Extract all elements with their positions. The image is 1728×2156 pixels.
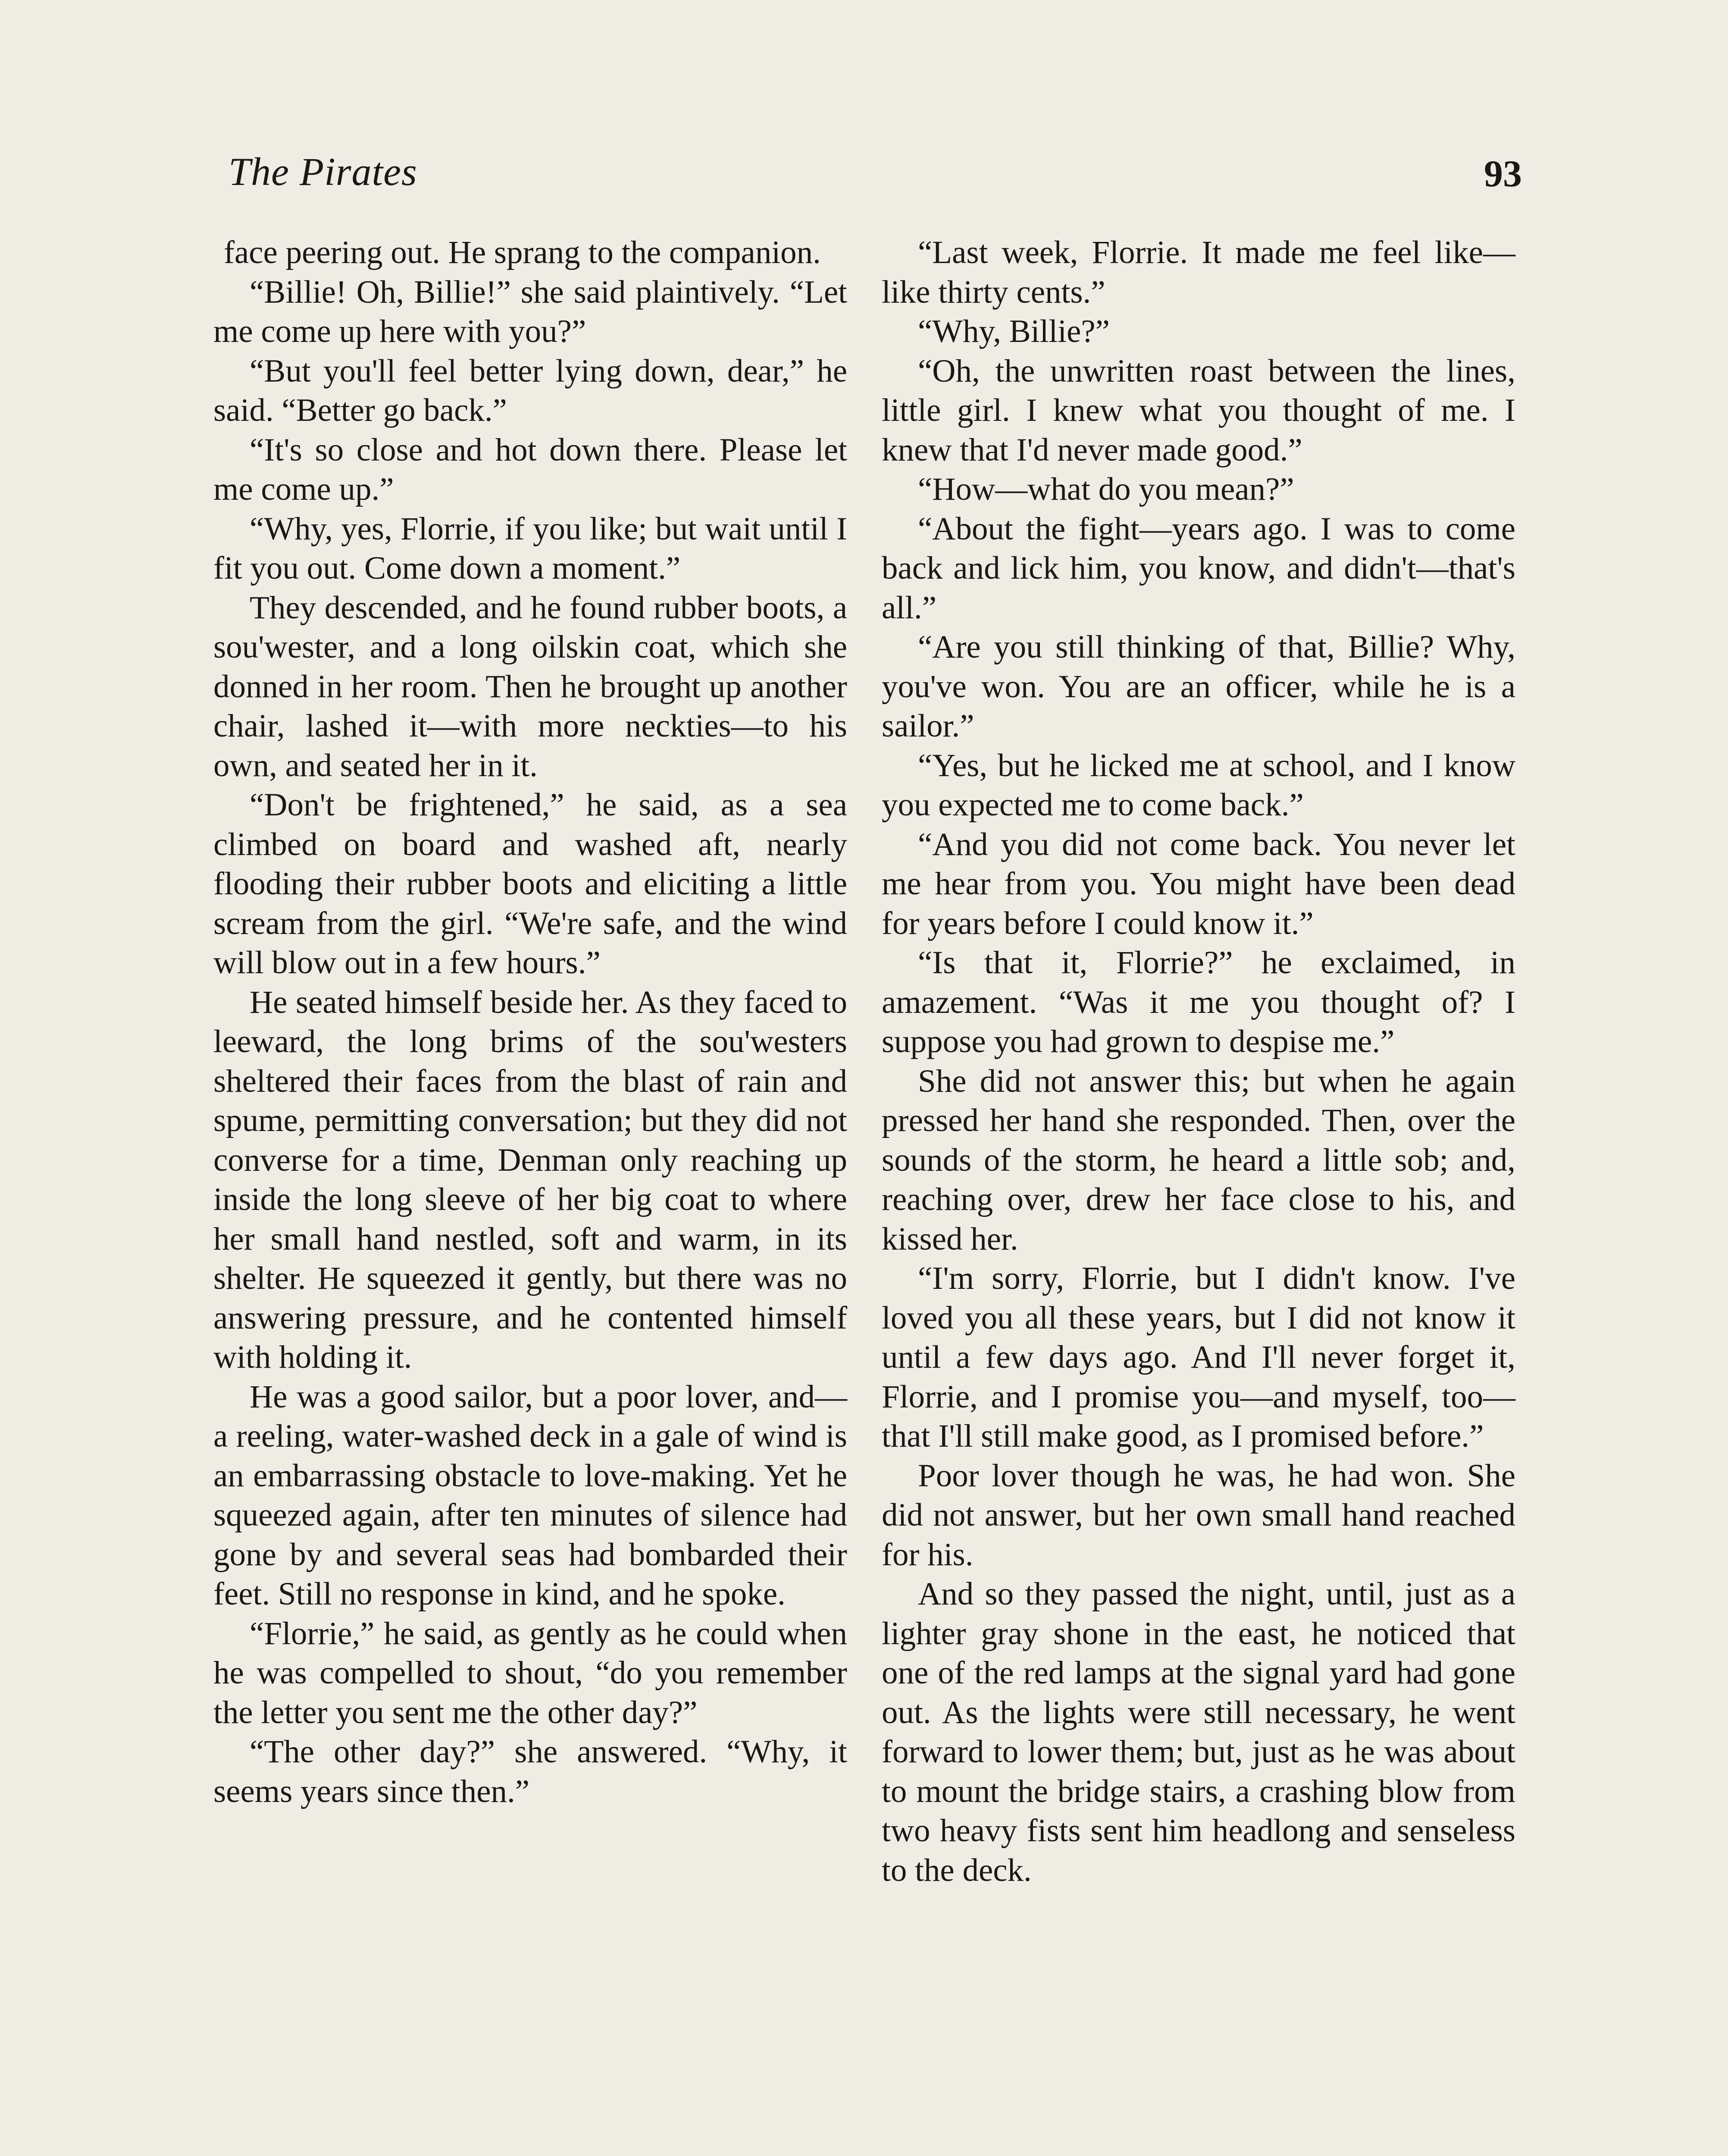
paragraph: “It's so close and hot down there. Please let me come up.” — [213, 432, 847, 507]
paragraph: “Is that it, Florrie?” he exclaimed, in amazement. “Was it me you thought of? I suppose you had grown to despise me.” — [882, 945, 1515, 1059]
paragraph: They descended, and he found rubber boots, a sou'wester, and a long oilskin coat, which she donned in her room. Then he brought up another chair, lashed it—with more neckties—to his own, and seated her in it. — [213, 589, 847, 783]
paragraph: “Yes, but he licked me at school, and I know you expected me to come back.” — [882, 747, 1515, 823]
paragraph: “I'm sorry, Florrie, but I didn't know. I've loved you all these years, but I did not know it until a few days ago. And I'll never forget it, Florrie, and I promise you—and myself, too—that I'll still make good, as I promised before.” — [882, 1260, 1515, 1454]
left-column — [213, 233, 847, 1811]
page-number: 93 — [1484, 153, 1522, 195]
paragraph: “Are you still thinking of that, Billie? Why, you've won. You are an officer, while he is a sailor.” — [882, 629, 1515, 744]
paragraph: “How—what do you mean?” — [918, 471, 1294, 507]
paragraph: face peering out. He sprang to the companion. — [224, 235, 821, 270]
paragraph: “Florrie,” he said, as gently as he could when he was compelled to shout, “do you remember the letter you sent me the other day?” — [213, 1615, 847, 1730]
paragraph: “Oh, the unwritten roast between the lines, little girl. I knew what you thought of me. I knew that I'd never made good.” — [882, 353, 1515, 468]
right-column — [882, 233, 1515, 1890]
paragraph: “About the fight—years ago. I was to come back and lick him, you know, and didn't—that's all.” — [882, 511, 1515, 626]
paragraph: “And you did not come back. You never let me hear from you. You might have been dead for years before I could know it.” — [882, 826, 1515, 941]
paragraph: He seated himself beside her. As they faced to leeward, the long brims of the sou'westers sheltered their faces from the blast of rain and spume, permitting conversation; but they did not converse for a time, Denman only reaching up inside the long sleeve of her big coat to where her small hand nestled, soft and warm, in its shelter. He squeezed it gently, but there was no answering pressure, and he contented himself with holding it. — [213, 984, 847, 1375]
paragraph: “Don't be frightened,” he said, as a sea climbed on board and washed aft, nearly flooding their rubber boots and eliciting a little scream from the girl. “We're safe, and the wind will blow out in a few hours.” — [213, 787, 847, 981]
paragraph: “The other day?” she answered. “Why, it seems years since then.” — [213, 1734, 847, 1809]
paragraph: And so they passed the night, until, just as a lighter gray shone in the east, he noticed that one of the red lamps at the signal yard had gone out. As the lights were still necessary, he went forward to lower them; but, just as he was about to mount the bridge stairs, a crashing blow from two heavy fists sent him headlong and senseless to the deck. — [882, 1576, 1515, 1888]
paragraph: “Billie! Oh, Billie!” she said plaintively. “Let me come up here with you?” — [213, 274, 847, 349]
paragraph: “Last week, Florrie. It made me feel like—like thirty cents.” — [882, 235, 1515, 310]
paragraph: “But you'll feel better lying down, dear,” he said. “Better go back.” — [213, 353, 847, 428]
paragraph: She did not answer this; but when he again pressed her hand she responded. Then, over the sounds of the storm, he heard a little sob; and, reaching over, drew her face close to his, and kissed her. — [882, 1063, 1515, 1257]
paragraph: He was a good sailor, but a poor lover, and—a reeling, water-washed deck in a gale of wind is an embarrassing obstacle to love-making. Yet he squeezed again, after ten minutes of silence had gone by and several seas had bombarded their feet. Still no response in kind, and he spoke. — [213, 1379, 847, 1612]
running-title: The Pirates — [229, 150, 417, 194]
paragraph: Poor lover though he was, he had won. She did not answer, but her own small hand reached for his. — [882, 1457, 1515, 1573]
paragraph: “Why, Billie?” — [918, 313, 1110, 349]
paragraph: “Why, yes, Florrie, if you like; but wait until I fit you out. Come down a moment.” — [213, 511, 847, 586]
running-header — [229, 149, 1522, 205]
